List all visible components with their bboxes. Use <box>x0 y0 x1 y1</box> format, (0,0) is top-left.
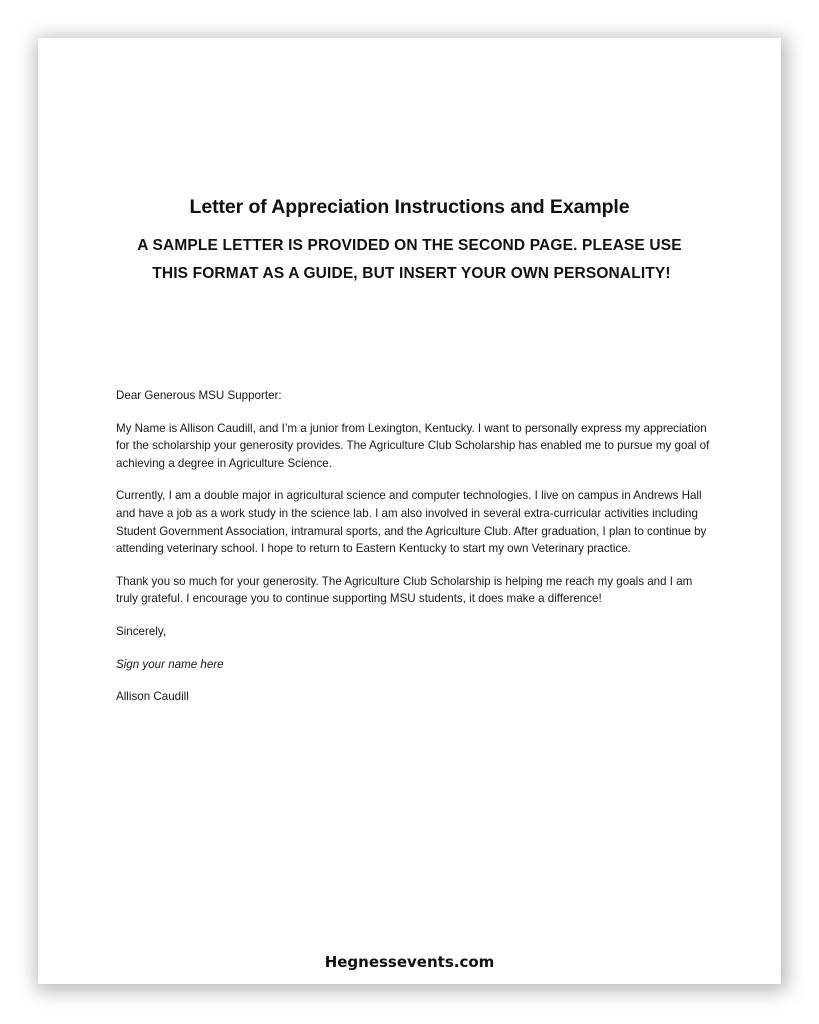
document-title: Letter of Appreciation Instructions and Example <box>189 196 630 218</box>
letter-salutation: Dear Generous MSU Supporter: <box>116 389 282 402</box>
sample-letter <box>116 387 716 721</box>
letter-closing: Sincerely, <box>116 624 167 638</box>
instructions-line-1: A SAMPLE LETTER IS PROVIDED ON THE SECOND PAGE. PLEASE USE <box>137 237 682 254</box>
document-page <box>38 38 781 984</box>
letter-paragraph-1: My Name is Allison Caudill, and I’m a junior from Lexington, Kentucky. I want to personally express my appreciation for the scholarship your generosity provides. The Agriculture Club Scholarship has enabled me to pursue my goal of achieving a degree in Agriculture Science. <box>116 421 710 470</box>
signature-placeholder: Sign your name here <box>116 657 224 671</box>
watermark-footer: Hegnessevents.com <box>324 953 495 971</box>
letter-paragraph-3: Thank you so much for your generosity. The Agriculture Club Scholarship is helping me reach my goals and I am truly grateful. I encourage you to continue supporting MSU students, it does make a difference! <box>116 574 693 606</box>
signer-name: Allison Caudill <box>116 690 189 704</box>
letter-paragraph-2: Currently, I am a double major in agricultural science and computer technologies. I live on campus in Andrews Hall and have a job as a work study in the science lab. I am also involved in several extra-curricular activities including Student Government Association, intramural sports, and the Agriculture Club. After graduation, I plan to continue by attending veterinary school. I hope to return to Eastern Kentucky to start my own Veterinary practice. <box>116 489 707 556</box>
instructions-line-2: THIS FORMAT AS A GUIDE, BUT INSERT YOUR OWN PERSONALITY! <box>152 265 671 282</box>
